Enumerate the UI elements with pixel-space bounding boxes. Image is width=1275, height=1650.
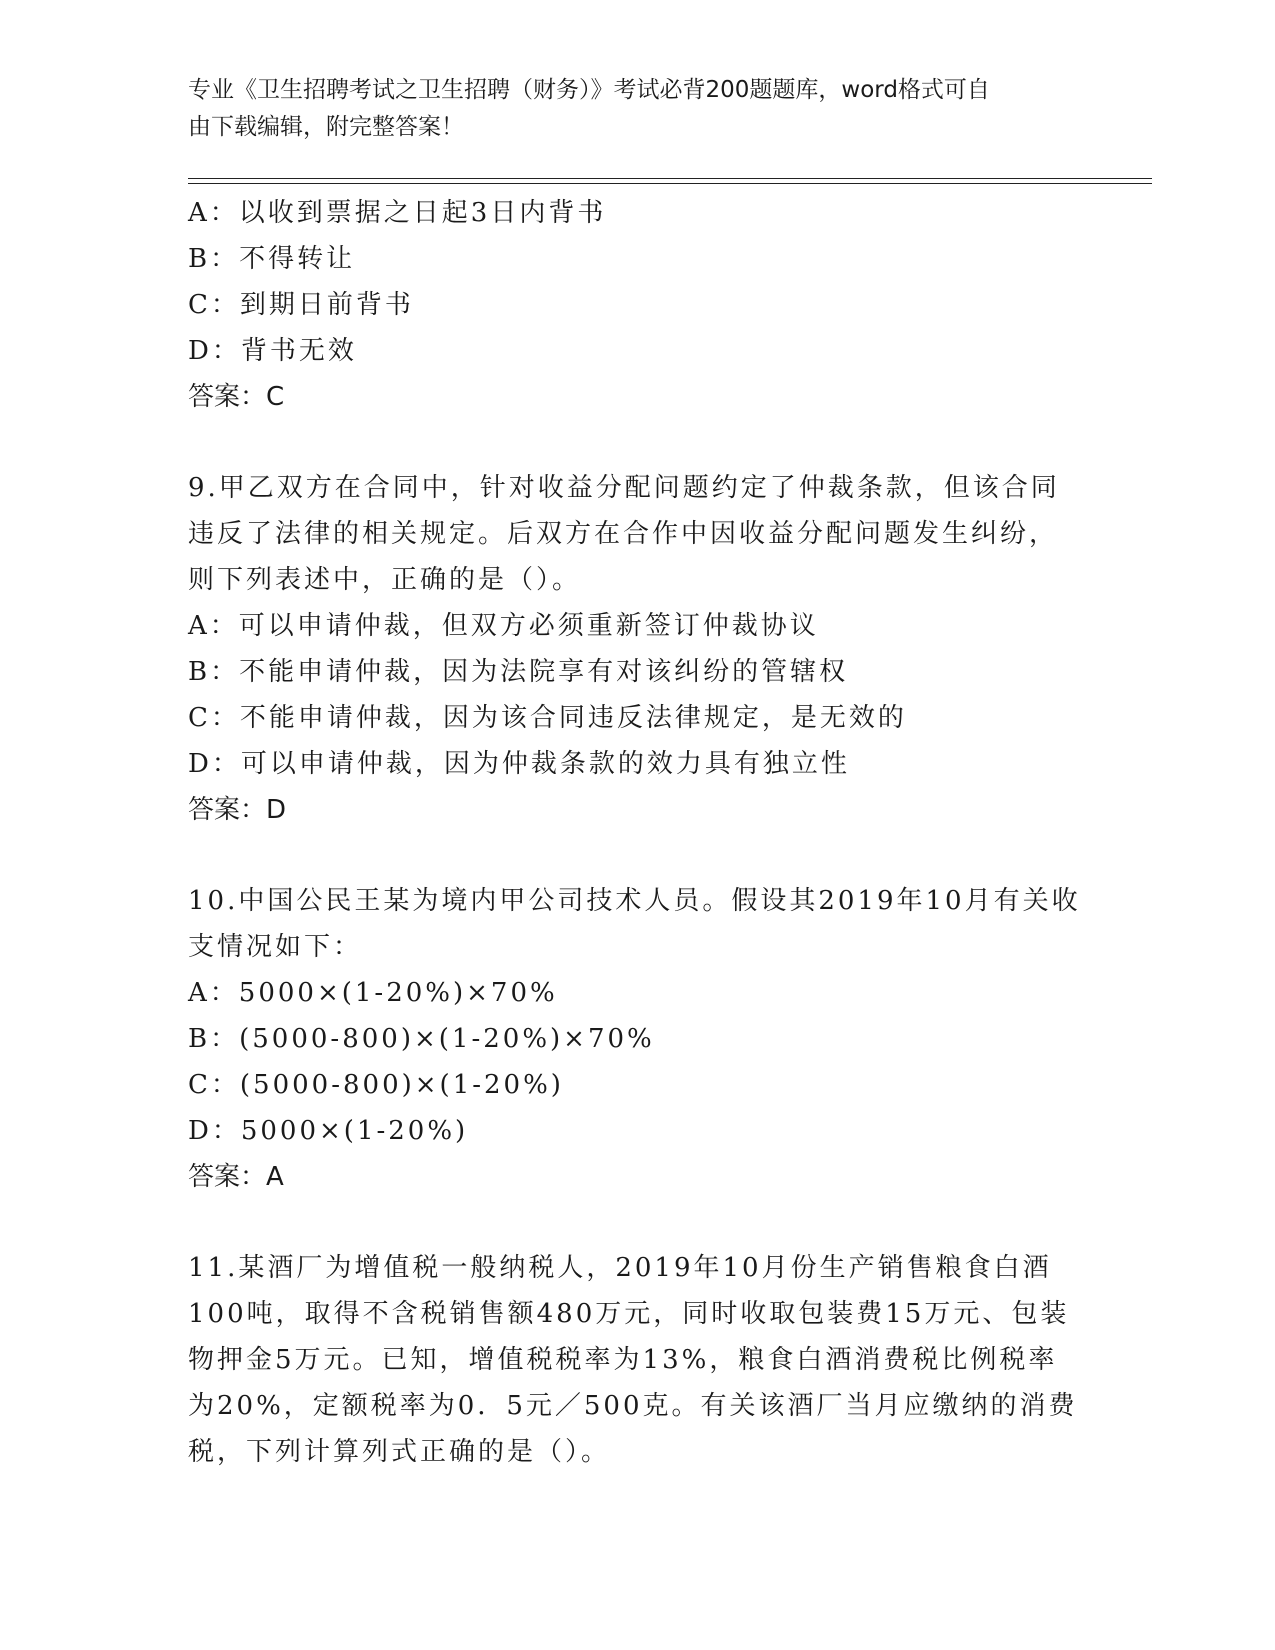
question-stem-line: 税，下列计算列式正确的是（）。 xyxy=(188,1437,611,1467)
answer-line: 答案：C xyxy=(188,382,285,412)
option-a: A：5000×(1-20%)×70% xyxy=(188,978,558,1008)
question-block-9 xyxy=(188,465,1108,833)
question-block-10 xyxy=(188,878,1108,1200)
option-a: A：可以申请仲裁，但双方必须重新签订仲裁协议 xyxy=(188,611,819,641)
document-header xyxy=(188,72,1088,146)
document-body xyxy=(188,190,1108,1475)
question-stem-line: 支情况如下： xyxy=(188,932,363,962)
question-stem-line: 10.中国公民王某为境内甲公司技术人员。假设其2019年10月有关收 xyxy=(188,886,1081,916)
header-line-1: 专业《卫生招聘考试之卫生招聘（财务）》考试必背200题题库，word格式可自 xyxy=(188,77,990,103)
answer-line: 答案：D xyxy=(188,795,287,825)
header-divider-bottom xyxy=(188,183,1152,184)
option-d: D：5000×(1-20%) xyxy=(188,1116,469,1146)
question-stem-line: 物押金5万元。已知，增值税税率为13%，粮食白酒消费税比例税率 xyxy=(188,1345,1058,1375)
option-c: C：不能申请仲裁，因为该合同违反法律规定，是无效的 xyxy=(188,703,907,733)
question-stem-line: 则下列表述中，正确的是（）。 xyxy=(188,565,582,595)
option-b: B：不得转让 xyxy=(188,244,356,274)
header-divider-top xyxy=(188,178,1152,179)
option-b: B：(5000-800)×(1-20%)×70% xyxy=(188,1024,655,1054)
option-d: D：背书无效 xyxy=(188,336,357,366)
answer-line: 答案：A xyxy=(188,1162,284,1192)
question-stem-line: 100吨，取得不含税销售额480万元，同时收取包装费15万元、包装 xyxy=(188,1299,1070,1329)
header-line-2: 由下载编辑，附完整答案！ xyxy=(188,114,464,140)
option-c: C：(5000-800)×(1-20%) xyxy=(188,1070,564,1100)
question-stem-line: 为20%，定额税率为0．5元／500克。有关该酒厂当月应缴纳的消费 xyxy=(188,1391,1078,1421)
option-d: D：可以申请仲裁，因为仲裁条款的效力具有独立性 xyxy=(188,749,850,779)
option-b: B：不能申请仲裁，因为法院享有对该纠纷的管辖权 xyxy=(188,657,849,687)
question-stem-line: 违反了法律的相关规定。后双方在合作中因收益分配问题发生纠纷， xyxy=(188,519,1059,549)
option-a: A：以收到票据之日起3日内背书 xyxy=(188,198,607,228)
question-block-8 xyxy=(188,190,1108,420)
question-stem-line: 9.甲乙双方在合同中，针对收益分配问题约定了仲裁条款，但该合同 xyxy=(188,473,1060,503)
question-stem-line: 11.某酒厂为增值税一般纳税人，2019年10月份生产销售粮食白酒 xyxy=(188,1253,1052,1283)
option-c: C：到期日前背书 xyxy=(188,290,414,320)
question-block-11 xyxy=(188,1245,1108,1475)
